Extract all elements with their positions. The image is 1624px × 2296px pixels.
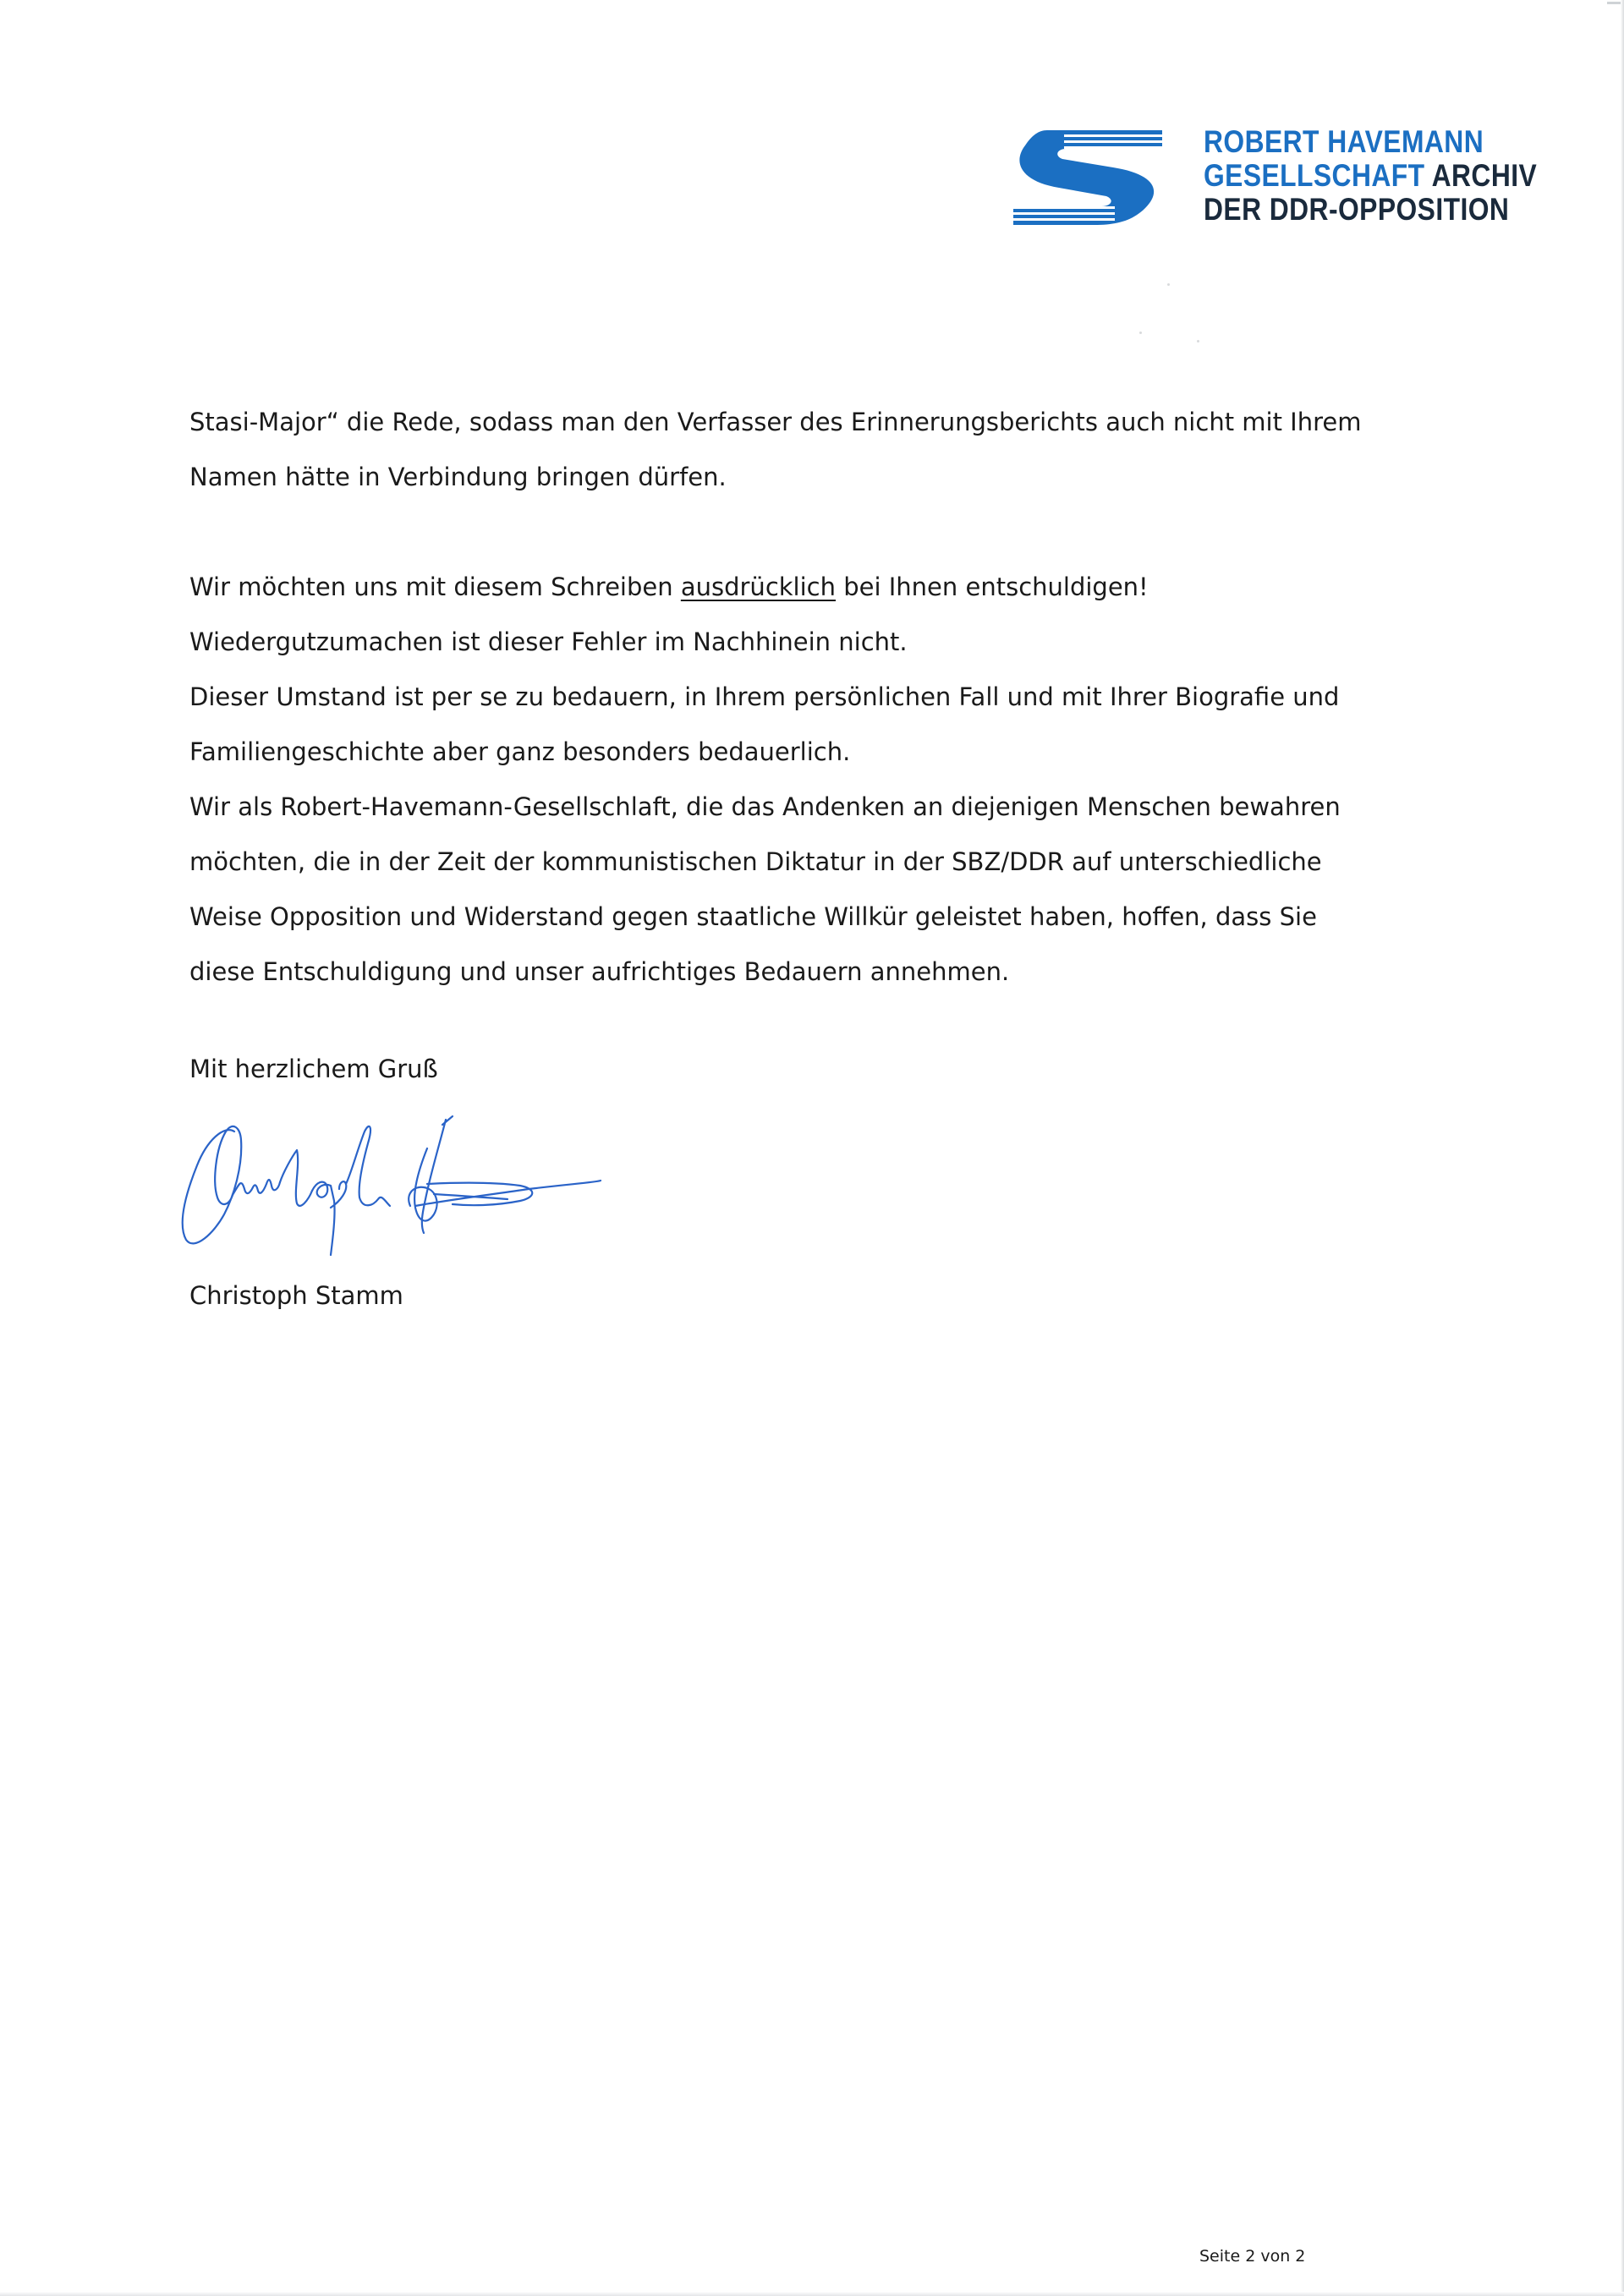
text-line: Wiedergutzumachen ist dieser Fehler im Nachhinein nicht. (189, 627, 908, 656)
scan-speck (1197, 340, 1199, 342)
scan-edge-right (1621, 0, 1624, 2296)
text-line: Namen hätte in Verbindung bringen dürfen. (189, 463, 727, 491)
apology-emphasis: ausdrücklich (680, 573, 836, 601)
text-line: Stasi-Major“ die Rede, sodass man den Verfasser des Erinnerungsberichts auch nicht mit Ihrem (189, 408, 1362, 436)
handwritten-signature (173, 1106, 613, 1267)
paragraph-gap (189, 505, 1475, 560)
text-line: Wir als Robert-Havemann-Gesellschlaft, die das Andenken an diejenigen Menschen bewahren (189, 792, 1341, 821)
paragraph-2 (189, 560, 1475, 1000)
text-line: möchten, die in der Zeit der kommunistischen Diktatur in der SBZ/DDR auf unterschiedliche (189, 847, 1322, 876)
closing-salutation: Mit herzlichem Gruß (189, 1055, 438, 1083)
apology-before: Wir möchten uns mit diesem Schreiben (189, 573, 681, 601)
text-line: diese Entschuldigung und unser aufrichtiges Bedauern annehmen. (189, 957, 1010, 986)
logo-line-2-blue: GESELLSCHAFT (1204, 158, 1425, 193)
letter-body (189, 395, 1475, 1000)
text-line: Familiengeschichte aber ganz besonders bedauerlich. (189, 737, 851, 766)
logo-line-3: DER DDR-OPPOSITION (1204, 192, 1510, 227)
organization-logo (1013, 125, 1563, 235)
paragraph-1 (189, 395, 1475, 505)
logo-line-2-dark: ARCHIV (1431, 158, 1538, 193)
text-line: Weise Opposition und Widerstand gegen staatliche Willkür geleistet haben, hoffen, dass Sie (189, 902, 1317, 931)
logo-line-1: ROBERT HAVEMANN (1204, 124, 1484, 159)
logo-wordmark (1204, 125, 1537, 227)
apology-line (189, 560, 1475, 615)
page-number: Seite 2 von 2 (1199, 2247, 1306, 2266)
rhg-s-stripes-logo-icon (1013, 130, 1162, 225)
apology-after: bei Ihnen entschuldigen! (836, 573, 1149, 601)
scan-edge-bottom (0, 2292, 1624, 2296)
scan-speck (1167, 283, 1170, 286)
signer-name: Christoph Stamm (189, 1281, 403, 1310)
text-line: Dieser Umstand ist per se zu bedauern, in Ihrem persönlichen Fall und mit Ihrer Biografie und (189, 682, 1340, 711)
scan-speck (1139, 332, 1142, 334)
